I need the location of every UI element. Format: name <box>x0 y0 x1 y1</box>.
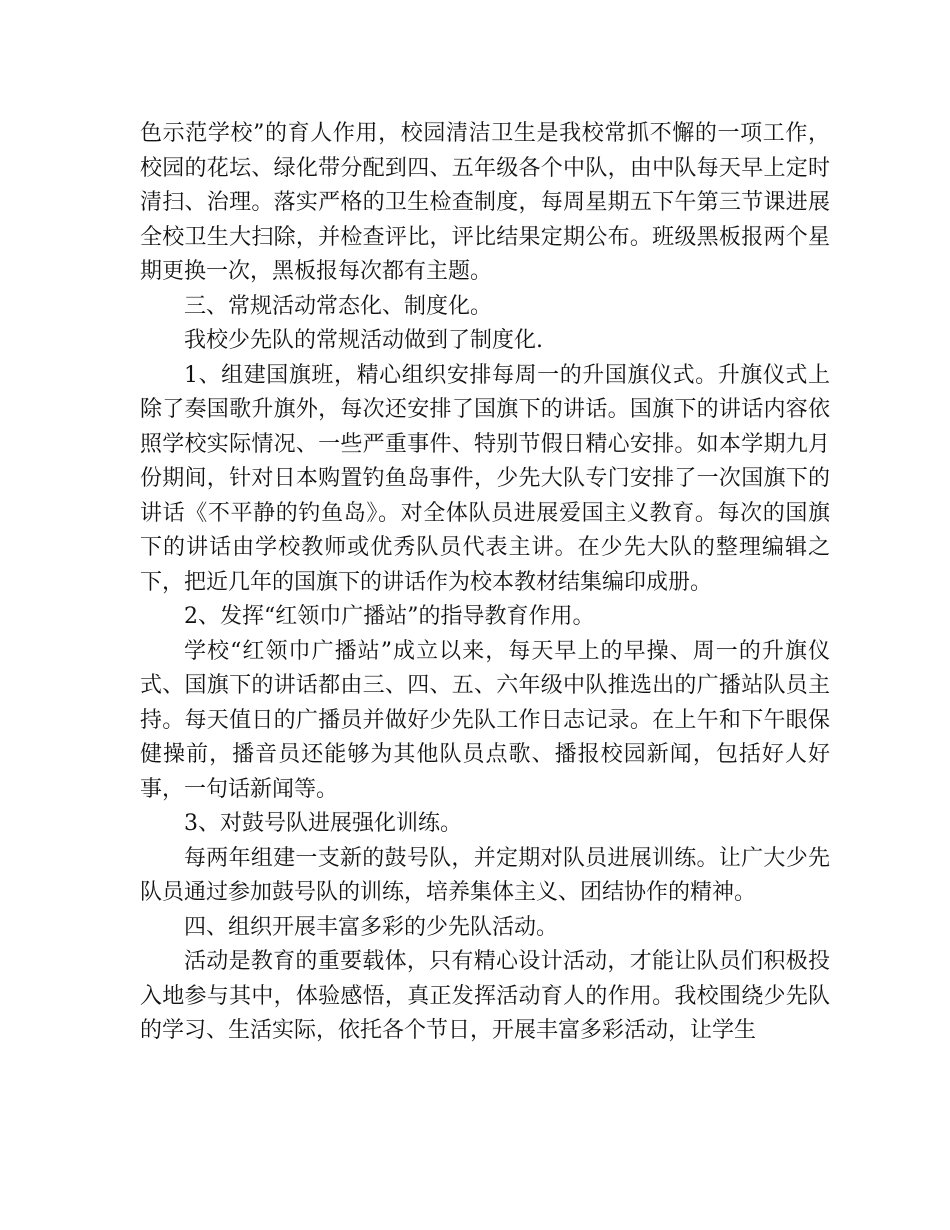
paragraph-hygiene: 色示范学校”的育人作用，校园清洁卫生是我校常抓不懈的一项工作，校园的花坛、绿化带分配到四、五年级各个中队，由中队每天早上定时清扫、治理。落实严格的卫生检查制度，每周星期五下午第三节课进展全校卫生大扫除，并检查评比，评比结果定期公布。班级黑板报两个星期更换一次，黑板报每次都有主题。 <box>140 121 830 284</box>
document-body <box>140 117 830 1049</box>
heading-drum-band: 3、对鼓号队进展强化训练。 <box>184 811 462 836</box>
heading-pioneer-activities: 四、组织开展丰富多彩的少先队活动。 <box>184 914 559 940</box>
paragraph-drum-band: 每两年组建一支新的鼓号队，并定期对队员进展训练。让广大少先队员通过参加鼓号队的训练，培养集体主义、团结协作的精神。 <box>140 845 830 905</box>
paragraph-pioneer-activities: 活动是教育的重要载体，只有精心设计活动，才能让队员们积极投入地参与其中，体验感悟，真正发挥活动育人的作用。我校围绕少先队的学习、生活实际，依托各个节日，开展丰富多彩活动，让学生 <box>140 949 830 1043</box>
paragraph-flag-team: 1、组建国旗班，精心组织安排每周一的升国旗仪式。升旗仪式上除了奏国歌升旗外，每次还安排了国旗下的讲话。国旗下的讲话内容依照学校实际情况、一些严重事件、特别节假日精心安排。如本学期九月份期间，针对日本购置钓鱼岛事件，少先大队专门安排了一次国旗下的讲话《不平静的钓鱼岛》。对全体队员进展爱国主义教育。每次的国旗下的讲话由学校教师或优秀队员代表主讲。在少先大队的整理编辑之下，把近几年的国旗下的讲话作为校本教材结集编印成册。 <box>140 362 830 595</box>
paragraph-routine-intro: 我校少先队的常规活动做到了制度化. <box>184 328 543 353</box>
heading-broadcast-station: 2、发挥“红领巾广播站”的指导教育作用。 <box>184 604 595 629</box>
heading-routine-activities: 三、常规活动常态化、制度化。 <box>184 293 493 319</box>
paragraph-broadcast-station: 学校“红领巾广播站”成立以来，每天早上的早操、周一的升旗仪式、国旗下的讲话都由三、四、五、六年级中队推选出的广播站队员主持。每天值日的广播员并做好少先队工作日志记录。在上午和下午眼保健操前，播音员还能够为其他队员点歌、播报校园新闻，包括好人好事，一句话新闻等。 <box>140 638 830 802</box>
